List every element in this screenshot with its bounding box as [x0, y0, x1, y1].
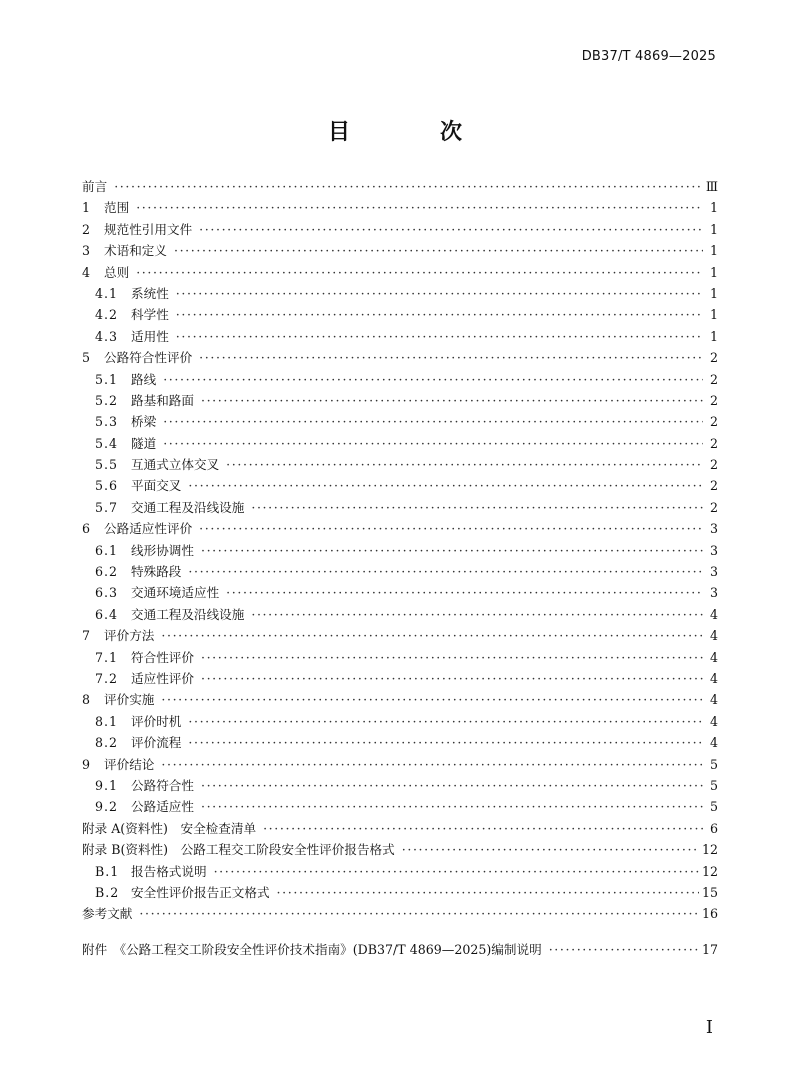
toc-entry[interactable] — [82, 369, 718, 390]
dot-leader — [176, 304, 703, 325]
toc-entry-number: 5.1 — [95, 371, 119, 387]
toc-entry-label: 评价实施 — [104, 692, 155, 708]
toc-entry-label: 桥梁 — [131, 414, 157, 430]
toc-entry-label: 公路符合性评价 — [104, 350, 193, 366]
toc-entry-label: 范围 — [104, 200, 130, 216]
toc-entry[interactable] — [82, 240, 718, 261]
toc-entry[interactable] — [82, 625, 718, 646]
toc-entry-label: 安全性评价报告正文格式 — [131, 884, 270, 900]
toc-entry[interactable] — [82, 497, 718, 518]
toc-entry-page: 2 — [709, 457, 718, 473]
dot-leader — [201, 647, 703, 668]
toc-entry-page: 15 — [701, 884, 718, 900]
toc-entry[interactable] — [82, 903, 718, 924]
dot-leader — [136, 262, 703, 283]
toc-entry[interactable] — [82, 861, 718, 882]
toc-entry-label: 互通式立体交叉 — [131, 457, 220, 473]
dot-leader — [263, 818, 703, 839]
toc-entry-label: 附件 《公路工程交工阶段安全性评价技术指南》(DB37/T 4869—2025)编制说明 — [82, 941, 542, 957]
toc-entry[interactable] — [82, 732, 718, 753]
toc-entry-page: 3 — [709, 521, 718, 537]
toc-entry-number: 7.2 — [95, 670, 119, 686]
toc-entry-page: 1 — [709, 307, 718, 323]
toc-entry[interactable] — [82, 262, 718, 283]
toc-entry-label: 特殊路段 — [131, 564, 182, 580]
table-of-contents — [82, 176, 718, 960]
toc-entry-page: 2 — [709, 392, 718, 408]
dot-leader — [161, 625, 703, 646]
toc-entry-number: B.1 — [95, 863, 120, 879]
toc-entry-label: 公路适应性 — [131, 799, 194, 815]
toc-entry[interactable] — [82, 754, 718, 775]
toc-entry-label: 适应性评价 — [131, 670, 194, 686]
toc-entry-number: 6 — [82, 521, 91, 537]
toc-entry-number: 6.4 — [95, 606, 119, 622]
toc-entry-page: 4 — [709, 628, 718, 644]
toc-entry-number: 7.1 — [95, 649, 119, 665]
toc-entry-label: 参考文献 — [82, 906, 133, 922]
dot-leader — [163, 411, 703, 432]
toc-entry-label: 交通环境适应性 — [131, 585, 220, 601]
toc-entry-number: B.2 — [95, 884, 120, 900]
dot-leader — [251, 604, 703, 625]
toc-entry-number: 8 — [82, 692, 91, 708]
toc-entry-page: 4 — [709, 713, 718, 729]
toc-entry[interactable] — [82, 540, 718, 561]
dot-leader — [163, 433, 703, 454]
toc-entry-page: 1 — [709, 243, 718, 259]
toc-entry-number: 7 — [82, 628, 91, 644]
toc-entry-page: 17 — [701, 941, 718, 957]
dot-leader — [188, 561, 703, 582]
toc-entry-page: 1 — [709, 200, 718, 216]
toc-entry-number: 9.1 — [95, 777, 119, 793]
toc-entry[interactable] — [82, 304, 718, 325]
toc-entry[interactable] — [82, 818, 718, 839]
toc-entry-label: 路基和路面 — [131, 392, 194, 408]
dot-leader — [188, 732, 703, 753]
toc-entry-label: 公路适应性评价 — [104, 521, 193, 537]
toc-entry[interactable] — [82, 433, 718, 454]
toc-entry-page: 5 — [709, 756, 718, 772]
toc-entry-page: 2 — [709, 499, 718, 515]
toc-entry-label: 评价时机 — [131, 713, 182, 729]
toc-entry[interactable] — [82, 647, 718, 668]
toc-entry[interactable] — [82, 454, 718, 475]
toc-entry-label: 术语和定义 — [104, 243, 167, 259]
toc-entry[interactable] — [82, 475, 718, 496]
dot-leader — [174, 240, 703, 261]
toc-entry-number: 5.2 — [95, 392, 119, 408]
toc-entry-label: 符合性评价 — [131, 649, 194, 665]
toc-entry-page: 4 — [709, 670, 718, 686]
toc-entry[interactable] — [82, 326, 718, 347]
toc-entry-label: 交通工程及沿线设施 — [131, 499, 245, 515]
toc-entry-page: 16 — [701, 906, 718, 922]
dot-leader — [114, 176, 703, 197]
toc-entry[interactable] — [82, 882, 718, 903]
toc-entry[interactable] — [82, 561, 718, 582]
toc-entry-page: 6 — [709, 820, 718, 836]
toc-entry-page: 3 — [709, 542, 718, 558]
toc-entry-label: 系统性 — [131, 285, 169, 301]
toc-entry[interactable] — [82, 939, 718, 960]
toc-entry[interactable] — [82, 668, 718, 689]
dot-leader — [139, 903, 699, 924]
toc-entry-number: 5.7 — [95, 499, 119, 515]
toc-entry-page: 2 — [709, 435, 718, 451]
toc-entry-label: 评价方法 — [104, 628, 155, 644]
toc-entry-page: 4 — [709, 692, 718, 708]
toc-entry-page: 2 — [709, 414, 718, 430]
dot-leader — [201, 775, 703, 796]
toc-entry-page: 4 — [709, 735, 718, 751]
toc-entry-page: 1 — [709, 264, 718, 280]
toc-entry[interactable] — [82, 796, 718, 817]
dot-leader — [201, 796, 703, 817]
toc-entry[interactable] — [82, 689, 718, 710]
toc-entry-number: 5.5 — [95, 457, 119, 473]
toc-entry[interactable] — [82, 176, 718, 197]
dot-leader — [201, 540, 703, 561]
dot-leader — [251, 497, 703, 518]
toc-entry-page: 4 — [709, 649, 718, 665]
dot-leader — [199, 518, 703, 539]
toc-entry-page: Ⅲ — [705, 179, 718, 194]
toc-entry-number: 5.6 — [95, 478, 119, 494]
toc-entry-number: 6.3 — [95, 585, 119, 601]
toc-entry-page: 2 — [709, 350, 718, 366]
dot-leader — [199, 347, 703, 368]
toc-entry[interactable] — [82, 411, 718, 432]
toc-entry-page: 1 — [709, 285, 718, 301]
toc-entry[interactable] — [82, 582, 718, 603]
toc-entry-page: 2 — [709, 371, 718, 387]
toc-entry-label: 平面交叉 — [131, 478, 182, 494]
toc-entry-label: 隧道 — [131, 435, 157, 451]
toc-entry-number: 4.2 — [95, 307, 119, 323]
toc-entry-page: 12 — [701, 863, 718, 879]
toc-entry-label: 前言 — [82, 179, 108, 194]
toc-entry-page: 5 — [709, 799, 718, 815]
toc-entry-number: 8.1 — [95, 713, 119, 729]
toc-entry-label: 交通工程及沿线设施 — [131, 606, 245, 622]
page-number: I — [705, 1017, 713, 1038]
dot-leader — [402, 839, 699, 860]
toc-entry[interactable] — [82, 518, 718, 539]
toc-entry-number: 6.1 — [95, 542, 119, 558]
toc-entry-number: 4.3 — [95, 328, 119, 344]
toc-entry-label: 评价流程 — [131, 735, 182, 751]
toc-entry-label: 路线 — [131, 371, 157, 387]
toc-entry[interactable] — [82, 283, 718, 304]
toc-entry-number: 3 — [82, 243, 91, 259]
toc-entry-number: 6.2 — [95, 564, 119, 580]
dot-leader — [201, 668, 703, 689]
toc-entry-page: 2 — [709, 478, 718, 494]
toc-entry-number: 1 — [82, 200, 91, 216]
dot-leader — [201, 390, 703, 411]
dot-leader — [176, 283, 703, 304]
toc-entry-page: 1 — [709, 328, 718, 344]
dot-leader — [214, 861, 699, 882]
toc-entry[interactable] — [82, 604, 718, 625]
dot-leader — [188, 711, 703, 732]
toc-entry[interactable] — [82, 839, 718, 860]
toc-entry-number: 5 — [82, 350, 91, 366]
toc-entry-page: 3 — [709, 585, 718, 601]
toc-entry-number: 5.3 — [95, 414, 119, 430]
toc-entry-label: 规范性引用文件 — [104, 221, 193, 237]
toc-entry[interactable] — [82, 775, 718, 796]
toc-entry-number: 4.1 — [95, 285, 119, 301]
dot-leader — [176, 326, 703, 347]
document-code: DB37/T 4869—2025 — [581, 49, 716, 64]
page-title: 目 次 — [327, 119, 496, 145]
dot-leader — [161, 754, 703, 775]
toc-entry[interactable] — [82, 711, 718, 732]
toc-entry-label: 报告格式说明 — [131, 863, 207, 879]
dot-leader — [163, 369, 703, 390]
toc-entry-page: 4 — [709, 606, 718, 622]
dot-leader — [226, 454, 703, 475]
dot-leader — [277, 882, 699, 903]
toc-entry-number: 5.4 — [95, 435, 119, 451]
toc-entry-page: 3 — [709, 564, 718, 580]
toc-entry[interactable] — [82, 219, 718, 240]
toc-entry-label: 附录 B(资料性) 公路工程交工阶段安全性评价报告格式 — [82, 842, 395, 858]
toc-entry-number: 9.2 — [95, 799, 119, 815]
toc-entry-page: 1 — [709, 221, 718, 237]
toc-entry[interactable] — [82, 197, 718, 218]
toc-entry-label: 公路符合性 — [131, 777, 194, 793]
toc-entry-label: 线形协调性 — [131, 542, 194, 558]
toc-entry[interactable] — [82, 390, 718, 411]
dot-leader — [549, 939, 699, 960]
toc-entry-label: 总则 — [104, 264, 130, 280]
toc-entry-number: 4 — [82, 264, 91, 280]
toc-entry-label: 附录 A(资料性) 安全检查清单 — [82, 820, 257, 836]
dot-leader — [161, 689, 703, 710]
toc-entry-label: 评价结论 — [104, 756, 155, 772]
toc-entry-number: 2 — [82, 221, 91, 237]
dot-leader — [188, 475, 703, 496]
toc-entry-label: 科学性 — [131, 307, 169, 323]
toc-entry[interactable] — [82, 347, 718, 368]
toc-entry-page: 12 — [701, 842, 718, 858]
dot-leader — [136, 197, 703, 218]
toc-entry-number: 8.2 — [95, 735, 119, 751]
dot-leader — [199, 219, 703, 240]
toc-entry-number: 9 — [82, 756, 91, 772]
toc-entry-page: 5 — [709, 777, 718, 793]
toc-entry-label: 适用性 — [131, 328, 169, 344]
dot-leader — [226, 582, 703, 603]
